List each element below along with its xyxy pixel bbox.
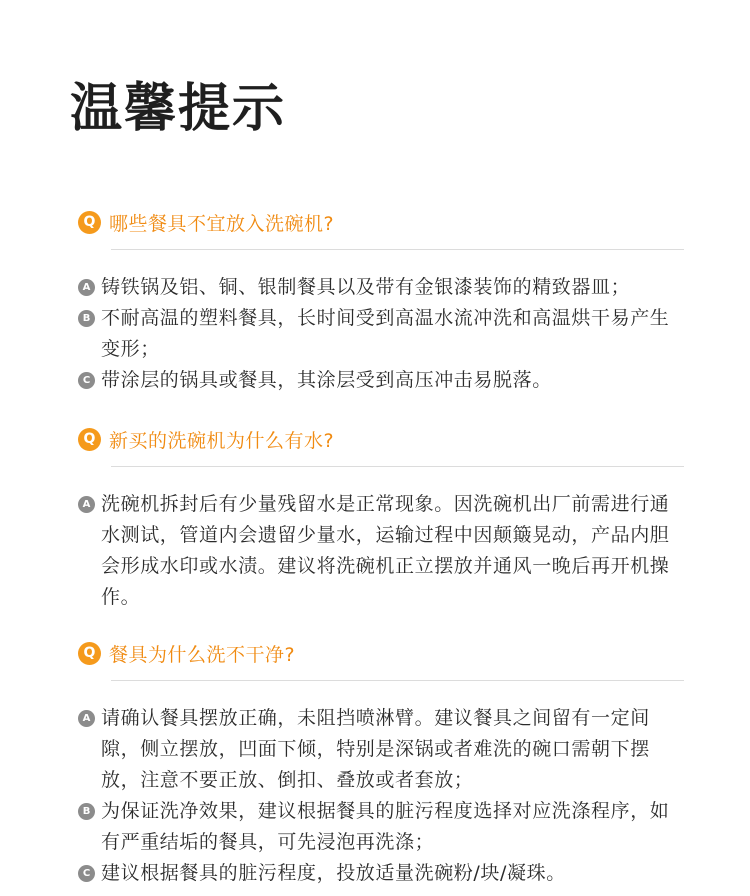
faq-answer-text: 铸铁锅及铝、铜、银制餐具以及带有金银漆装饰的精致器皿；	[101, 276, 631, 298]
faq-answer-item	[78, 489, 684, 613]
faq-answer-item	[78, 272, 684, 303]
answer-badge-a-icon: A	[78, 496, 95, 513]
faq-section-1	[78, 207, 684, 396]
answer-badge-a-icon: A	[78, 710, 95, 727]
faq-question: 新买的洗碗机为什么有水?	[109, 429, 335, 452]
faq-answers	[78, 703, 684, 889]
faq-answer-item	[78, 365, 684, 396]
divider	[111, 466, 684, 467]
faq-question-row	[78, 207, 684, 237]
faq-section-3	[78, 638, 684, 889]
faq-answer-text: 不耐高温的塑料餐具，长时间受到高温水流冲洗和高温烘干易产生变形；	[101, 307, 670, 360]
faq-question-row	[78, 638, 684, 668]
question-badge-icon: Q	[78, 211, 101, 234]
question-badge-icon: Q	[78, 642, 101, 665]
answer-badge-b-icon: B	[78, 803, 95, 820]
faq-answer-text: 为保证洗净效果，建议根据餐具的脏污程度选择对应洗涤程序，如有严重结垢的餐具，可先浸泡再洗涤；	[101, 800, 670, 853]
faq-answers	[78, 272, 684, 396]
faq-answer-item	[78, 858, 684, 889]
divider	[111, 249, 684, 250]
faq-answer-item	[78, 703, 684, 796]
faq-section-2	[78, 424, 684, 613]
page-title: 温馨提示	[70, 79, 287, 139]
faq-answer-item	[78, 303, 684, 365]
divider	[111, 680, 684, 681]
faq-answer-text: 洗碗机拆封后有少量残留水是正常现象。因洗碗机出厂前需进行通水测试，管道内会遗留少量水，运输过程中因颠簸晃动，产品内胆会形成水印或水渍。建议将洗碗机正立摆放并通风一晚后再开机操作。	[101, 493, 670, 608]
answer-badge-c-icon: C	[78, 865, 95, 882]
faq-answers	[78, 489, 684, 613]
faq-question: 餐具为什么洗不干净?	[109, 643, 296, 666]
question-badge-icon: Q	[78, 428, 101, 451]
answer-badge-c-icon: C	[78, 372, 95, 389]
faq-answer-item	[78, 796, 684, 858]
faq-answer-text: 带涂层的锅具或餐具，其涂层受到高压冲击易脱落。	[101, 369, 552, 391]
answer-badge-a-icon: A	[78, 279, 95, 296]
faq-question-row	[78, 424, 684, 454]
faq-answer-text: 建议根据餐具的脏污程度，投放适量洗碗粉/块/凝珠。	[101, 862, 566, 884]
answer-badge-b-icon: B	[78, 310, 95, 327]
faq-question: 哪些餐具不宜放入洗碗机?	[109, 212, 335, 235]
faq-answer-text: 请确认餐具摆放正确，未阻挡喷淋臂。建议餐具之间留有一定间隙，侧立摆放，凹面下倾，特别是深锅或者难洗的碗口需朝下摆放，注意不要正放、倒扣、叠放或者套放；	[101, 707, 650, 791]
